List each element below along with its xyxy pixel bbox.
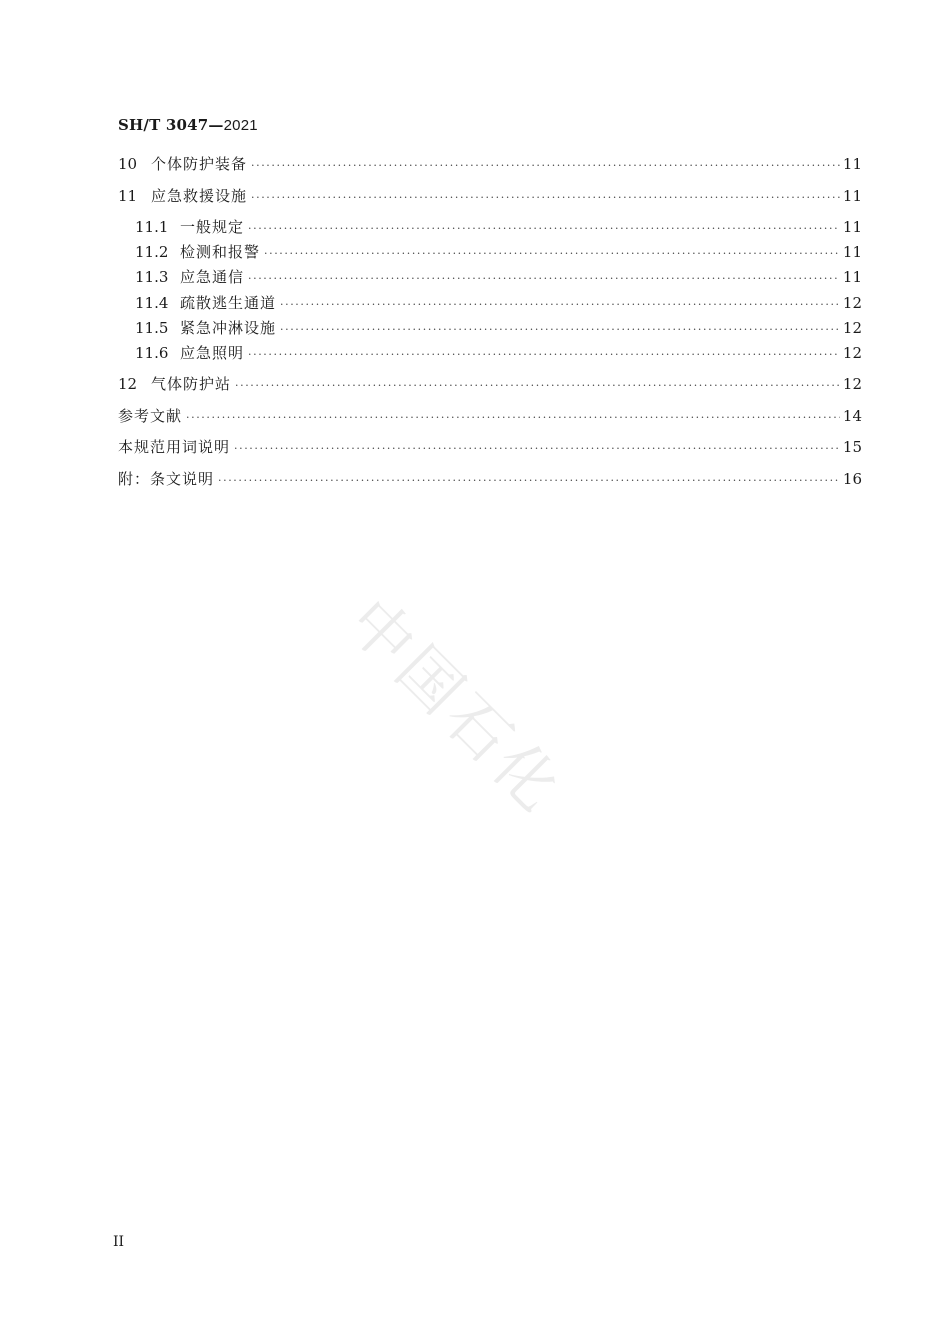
- toc-page-number: 11: [842, 187, 862, 205]
- toc-leader-dots: [248, 217, 840, 241]
- toc-title: 参考文献: [118, 407, 183, 425]
- footer-page-number: II: [113, 1234, 125, 1250]
- toc-leader-dots: [235, 374, 840, 398]
- toc-number: 11: [118, 187, 138, 205]
- toc-page-number: 12: [842, 319, 862, 337]
- toc-number: 11.3: [135, 268, 169, 286]
- watermark: 中国石化: [334, 584, 579, 829]
- toc-number: 11.4: [135, 294, 169, 312]
- toc-page-number: 12: [842, 344, 862, 362]
- toc-number: 10: [118, 155, 138, 173]
- toc-entry[interactable]: [118, 404, 862, 428]
- toc-entry[interactable]: [118, 435, 862, 459]
- toc-page-number: 15: [842, 438, 862, 456]
- toc-entry[interactable]: [135, 341, 862, 365]
- toc-title: 疏散逃生通道: [180, 294, 277, 312]
- toc-leader-dots: [280, 318, 840, 342]
- toc-number: 11.1: [135, 218, 169, 236]
- toc-title: 检测和报警: [180, 243, 261, 261]
- standard-code-year: 2021: [223, 117, 258, 134]
- toc-title: 应急救援设施: [151, 187, 248, 205]
- toc-page-number: 11: [842, 218, 862, 236]
- toc-leader-dots: [248, 343, 840, 367]
- toc-leader-dots: [248, 267, 840, 291]
- toc-entry[interactable]: [118, 184, 862, 208]
- standard-code: [118, 116, 258, 134]
- toc-page-number: 16: [842, 470, 862, 488]
- toc-entry[interactable]: [135, 265, 862, 289]
- toc-title: 紧急冲淋设施: [180, 319, 277, 337]
- toc-page-number: 12: [842, 294, 862, 312]
- toc-leader-dots: [186, 406, 840, 430]
- toc-title: 气体防护站: [151, 375, 232, 393]
- toc-title: 附：条文说明: [118, 470, 215, 488]
- toc-number: 11.5: [135, 319, 169, 337]
- toc-title: 一般规定: [180, 218, 245, 236]
- toc-number: 12: [118, 375, 138, 393]
- toc-page-number: 11: [842, 268, 862, 286]
- toc-entry[interactable]: [118, 467, 862, 491]
- toc-leader-dots: [251, 186, 840, 210]
- standard-code-number: SH/T 3047: [118, 116, 209, 134]
- toc-page-number: 14: [842, 407, 862, 425]
- toc-entry[interactable]: [135, 316, 862, 340]
- toc-entry[interactable]: [118, 372, 862, 396]
- toc-entry[interactable]: [135, 215, 862, 239]
- toc-title: 本规范用词说明: [118, 438, 231, 456]
- toc-page-number: 12: [842, 375, 862, 393]
- toc-leader-dots: [280, 293, 840, 317]
- toc-page-number: 11: [842, 155, 862, 173]
- toc-leader-dots: [264, 242, 840, 266]
- toc-title: 个体防护装备: [151, 155, 248, 173]
- toc-title: 应急通信: [180, 268, 245, 286]
- toc-number: 11.6: [135, 344, 169, 362]
- standard-code-dash: —: [208, 116, 224, 134]
- toc-page-number: 11: [842, 243, 862, 261]
- toc-entry[interactable]: [135, 291, 862, 315]
- toc-number: 11.2: [135, 243, 169, 261]
- toc-entry[interactable]: [135, 240, 862, 264]
- toc-entry[interactable]: [118, 152, 862, 176]
- toc-leader-dots: [251, 154, 840, 178]
- toc-leader-dots: [218, 469, 840, 493]
- toc-leader-dots: [234, 437, 840, 461]
- toc-title: 应急照明: [180, 344, 245, 362]
